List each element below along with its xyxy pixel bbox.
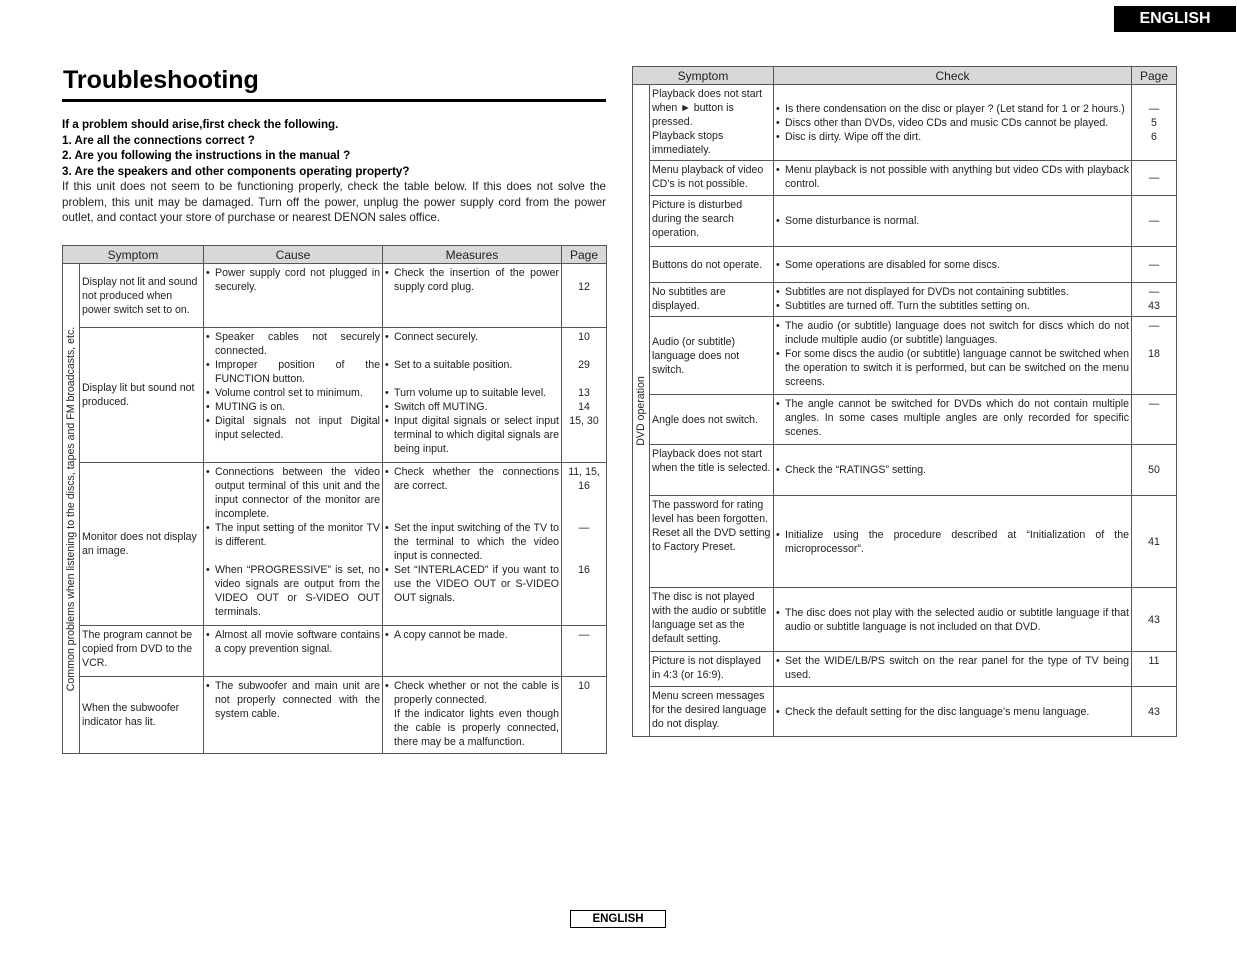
page-ref: 41: [1148, 535, 1160, 548]
cause-item: • Improper position of the FUNCTION button.: [206, 358, 380, 386]
check-item: • Some disturbance is normal.: [776, 214, 1129, 228]
check-item: • Subtitles are turned off. Turn the subtitles setting on.: [776, 299, 1129, 313]
side-label-cell: [63, 264, 80, 754]
table-row: [633, 161, 1177, 196]
check-item: • Is there condensation on the disc or player ? (Let stand for 1 or 2 hours.): [776, 102, 1129, 116]
symptom-cell: Playback does not start when the title is selected.: [650, 445, 774, 496]
check-cell: [774, 85, 1132, 161]
intro-check-1: 1. Are all the connections correct ?: [62, 133, 255, 147]
page-ref: 13: [578, 387, 590, 399]
check-cell: [774, 196, 1132, 247]
symptom-cell: Buttons do not operate.: [650, 247, 774, 283]
page-cell: [1132, 395, 1177, 445]
header-check: Check: [774, 67, 1132, 85]
page-ref: 10: [578, 680, 590, 692]
measure-item: • Turn volume up to suitable level.: [385, 386, 559, 400]
measure-item: • Set to a suitable position.: [385, 358, 559, 372]
cause-item: • The subwoofer and main unit are not properly connected with the system cable.: [206, 679, 380, 721]
measures-cell: [383, 626, 562, 677]
page-cell: [562, 264, 607, 328]
check-item: • Menu playback is not possible with anything but video CDs with playback control.: [776, 163, 1129, 191]
page-cell: [562, 463, 607, 626]
page-ref: 43: [1148, 705, 1160, 718]
side-label: Common problems when listening to the discs, tapes and FM broadcasts, etc.: [65, 326, 77, 691]
page-ref: —: [578, 629, 590, 641]
table-row: [63, 463, 607, 626]
symptom-cell: Menu playback of video CD’s is not possible.: [650, 161, 774, 196]
page-ref: 11: [1148, 655, 1160, 667]
page-cell: [562, 328, 607, 463]
symptom-cell: The disc is not played with the audio or subtitle language set as the default setting.: [650, 588, 774, 652]
check-item: • Discs other than DVDs, video CDs and music CDs cannot be played.: [776, 116, 1129, 130]
intro-check-2: 2. Are you following the instructions in the manual ?: [62, 149, 351, 162]
check-cell: [774, 445, 1132, 496]
symptom-cell: No subtitles are displayed.: [650, 283, 774, 317]
cause-cell: [204, 463, 383, 626]
symptom-cell: Audio (or subtitle) language does not switch.: [650, 317, 774, 395]
symptom-cell: The program cannot be copied from DVD to the VCR.: [80, 626, 204, 677]
table-header-row: [633, 67, 1177, 85]
header-cause: Cause: [204, 246, 383, 264]
intro-check-3: 3. Are the speakers and other components operating property?: [62, 164, 410, 178]
page-ref: —: [578, 522, 590, 534]
title-rule: [62, 99, 606, 102]
table-row: [63, 264, 607, 328]
table-row: [633, 317, 1177, 395]
cause-item: • Connections between the video output terminal of this unit and the input connector of the monitor are incomplete.: [206, 465, 380, 521]
intro-block: [62, 117, 606, 226]
measure-item: • Check whether or not the cable is properly connected.: [385, 679, 559, 707]
check-item: • Initialize using the procedure described at “Initialization of the microprocessor”.: [776, 528, 1129, 556]
page-ref: 6: [1151, 130, 1157, 143]
table-row: [633, 196, 1177, 247]
symptom-cell: Playback does not start when ► button is pressed. Playback stops immediately.: [650, 85, 774, 161]
page-cell: [1132, 247, 1177, 283]
table-row: [633, 445, 1177, 496]
page-ref: —: [1148, 398, 1160, 410]
table-row: [63, 677, 607, 754]
table-row: [633, 283, 1177, 317]
page-ref: —: [1148, 215, 1160, 227]
page-ref: 10: [578, 331, 590, 343]
page-ref: —: [1148, 320, 1160, 332]
table-row: [63, 328, 607, 463]
header-measures: Measures: [383, 246, 562, 264]
check-item: • For some discs the audio (or subtitle) language cannot be switched when the operation to switch it is performed, but can be switched on the menu screens.: [776, 347, 1129, 389]
cause-item: • When “PROGRESSIVE” is set, no video signals are output from the VIDEO OUT or S-VIDEO OUT terminals.: [206, 563, 380, 619]
symptom-cell: When the subwoofer indicator has lit.: [80, 677, 204, 754]
table-row: [633, 247, 1177, 283]
measure-item: • Set the input switching of the TV to the terminal to which the video input is connected.: [385, 521, 559, 563]
table-header-row: [63, 246, 607, 264]
page-cell: [1132, 196, 1177, 247]
table-row: [633, 652, 1177, 687]
check-item: • Disc is dirty. Wipe off the dirt.: [776, 130, 1129, 144]
page-cell: [1132, 161, 1177, 196]
page-ref: 43: [1148, 613, 1160, 626]
page-cell: [1132, 85, 1177, 161]
cause-cell: [204, 328, 383, 463]
check-item: • The disc does not play with the selected audio or subtitle language if that audio or subtitle language is not included on that DVD.: [776, 606, 1129, 634]
symptom-cell: Picture is disturbed during the search operation.: [650, 196, 774, 247]
measure-item: • Input digital signals or select input terminal to which digital signals are being input.: [385, 414, 559, 456]
page-ref: 16: [578, 564, 590, 576]
page-ref: 14: [578, 401, 590, 413]
measures-cell: [383, 264, 562, 328]
page-cell: [1132, 687, 1177, 737]
symptom-cell: Display lit but sound not produced.: [80, 328, 204, 463]
check-item: • The angle cannot be switched for DVDs which do not contain multiple angles. In some cases multiple angles are only recorded for specific scenes.: [776, 397, 1129, 439]
page-cell: [1132, 496, 1177, 588]
measure-continuation: If the indicator lights even though the cable is properly connected, there may be a malfunction.: [394, 708, 559, 748]
footer-language-label: ENGLISH: [570, 910, 666, 928]
table-row: [633, 395, 1177, 445]
side-label-cell: [633, 85, 650, 737]
measure-item: • Set “INTERLACED” if you want to use the VIDEO OUT or S-VIDEO OUT signals.: [385, 563, 559, 605]
check-cell: [774, 283, 1132, 317]
cause-item: • The input setting of the monitor TV is different.: [206, 521, 380, 549]
page-cell: [1132, 445, 1177, 496]
page-ref: 11, 15,: [568, 466, 600, 478]
cause-item: • Speaker cables not securely connected.: [206, 330, 380, 358]
check-cell: [774, 161, 1132, 196]
page-ref: 12: [578, 281, 590, 293]
page-ref: 43: [1148, 300, 1160, 312]
cause-item: • Digital signals not input Digital input selected.: [206, 414, 380, 442]
page-ref: —: [1148, 172, 1160, 184]
intro-first-check: If a problem should arise,first check the following.: [62, 118, 339, 131]
intro-paragraph: If this unit does not seem to be functioning properly, check the table below. If this does not solve the problem, this unit may be damaged. Turn off the power, unplug the power supply cord from the power outlet, and contact your store of purchase or nearest DENON sales office.: [62, 180, 606, 224]
check-item: • The audio (or subtitle) language does not switch for discs which do not include multiple audio (or subtitle) languages.: [776, 319, 1129, 347]
header-page: Page: [1132, 67, 1177, 85]
page-ref: 5: [1151, 116, 1157, 129]
symptom-cell: Angle does not switch.: [650, 395, 774, 445]
check-item: • Check the default setting for the disc language’s menu language.: [776, 705, 1129, 719]
measure-item: • Check the insertion of the power supply cord plug.: [385, 266, 559, 294]
cause-cell: [204, 626, 383, 677]
page-ref: —: [1148, 258, 1160, 271]
measures-cell: [383, 463, 562, 626]
measure-item: • A copy cannot be made.: [385, 628, 559, 642]
cause-cell: [204, 677, 383, 754]
table-row: [633, 496, 1177, 588]
cause-item: • Almost all movie software contains a copy prevention signal.: [206, 628, 380, 656]
check-cell: [774, 247, 1132, 283]
cause-item: • MUTING is on.: [206, 400, 380, 414]
check-item: • Set the WIDE/LB/PS switch on the rear panel for the type of TV being used.: [776, 654, 1129, 682]
check-cell: [774, 652, 1132, 687]
table-row: [63, 626, 607, 677]
page-cell: [1132, 652, 1177, 687]
check-cell: [774, 395, 1132, 445]
header-symptom: Symptom: [63, 246, 204, 264]
page-cell: [562, 626, 607, 677]
page-cell: [1132, 283, 1177, 317]
measure-item: • Switch off MUTING.: [385, 400, 559, 414]
symptom-cell: The password for rating level has been forgotten. Reset all the DVD setting to Factory Preset.: [650, 496, 774, 588]
check-cell: [774, 496, 1132, 588]
check-item: • Subtitles are not displayed for DVDs not containing subtitles.: [776, 285, 1129, 299]
symptom-cell: Monitor does not display an image.: [80, 463, 204, 626]
check-item: • Some operations are disabled for some discs.: [776, 258, 1129, 272]
page-ref: —: [1148, 102, 1160, 115]
page-ref: 16: [578, 480, 590, 492]
page-ref: 15, 30: [569, 415, 599, 427]
side-label: DVD operation: [635, 375, 647, 446]
cause-item: • Volume control set to minimum.: [206, 386, 380, 400]
table-row: [633, 85, 1177, 161]
measure-item: • Check whether the connections are correct.: [385, 465, 559, 493]
measures-cell: [383, 328, 562, 463]
check-cell: [774, 588, 1132, 652]
symptom-cell: Picture is not displayed in 4:3 (or 16:9).: [650, 652, 774, 687]
cause-cell: [204, 264, 383, 328]
page-title: Troubleshooting: [63, 66, 259, 94]
check-item: • Check the “RATINGS” setting.: [776, 463, 1129, 477]
dvd-operation-table: [632, 66, 1177, 737]
page-ref: 18: [1148, 348, 1160, 360]
measure-item: • Connect securely.: [385, 330, 559, 344]
table-row: [633, 588, 1177, 652]
symptom-cell: Display not lit and sound not produced when power switch set to on.: [80, 264, 204, 328]
header-page: Page: [562, 246, 607, 264]
page-cell: [1132, 317, 1177, 395]
language-tab: ENGLISH: [1114, 6, 1236, 32]
page-ref: 50: [1148, 464, 1160, 476]
measures-cell: [383, 677, 562, 754]
page-ref: —: [1148, 286, 1160, 298]
page-ref: 29: [578, 359, 590, 371]
header-symptom: Symptom: [633, 67, 774, 85]
page-cell: [1132, 588, 1177, 652]
check-cell: [774, 317, 1132, 395]
common-problems-table: [62, 245, 607, 754]
cause-item: • Power supply cord not plugged in securely.: [206, 266, 380, 294]
symptom-cell: Menu screen messages for the desired language do not display.: [650, 687, 774, 737]
page-cell: [562, 677, 607, 754]
table-row: [633, 687, 1177, 737]
check-cell: [774, 687, 1132, 737]
